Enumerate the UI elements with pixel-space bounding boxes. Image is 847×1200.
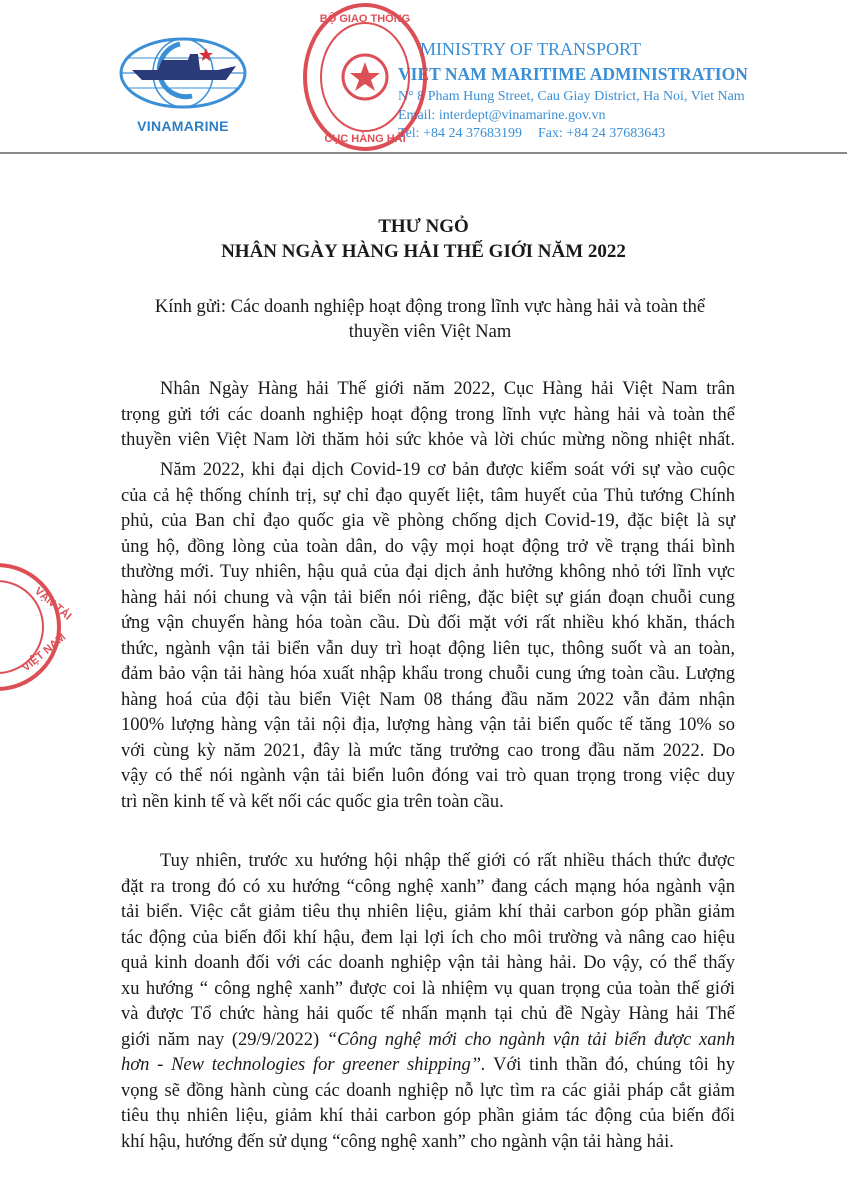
paragraph-covid-impact: [121, 458, 735, 815]
letter-subtitle: NHÂN NGÀY HÀNG HẢI THẾ GIỚI NĂM 2022: [221, 241, 626, 262]
paragraph-line: trọng gửi tới các doanh nghiệp hoạt động trong lĩnh vực hàng hải và toàn thể: [121, 404, 735, 425]
logo-text: VINAMARINE: [137, 118, 229, 134]
paragraph-line: Nhân Ngày Hàng hải Thế giới năm 2022, Cục Hàng hải Việt Nam trân: [160, 379, 735, 399]
tel: Tel: +84 24 37683199: [398, 126, 522, 141]
paragraph-line: với cùng kỳ năm 2021, đây là mức tăng trưởng cao trong đầu năm 2022. Do: [121, 740, 735, 761]
email: Email: interdept@vinamarine.gov.vn: [398, 108, 606, 123]
paragraph-line: xu hướng “ công nghệ xanh” được coi là nhiệm vụ quan trọng của toàn thế giới: [121, 978, 735, 999]
addressee-line-2: thuyền viên Việt Nam: [348, 322, 512, 342]
addressee-line-1: Kính gửi: Các doanh nghiệp hoạt động trong lĩnh vực hàng hải và toàn thể: [154, 297, 706, 317]
paragraph-line: ủng hộ, đồng lòng của toàn dân, do vậy mọi hoạt động trở về trạng thái bình: [121, 536, 735, 557]
italic-theme-text: hơn - New technologies for greener shipping”.: [121, 1055, 486, 1075]
paragraph-line: vậy có thể nói ngành vận tải biển luôn đóng vai trò quan trọng trong việc duy: [121, 766, 735, 786]
paragraph-line: quả kinh doanh đối với các doanh nghiệp vận tải hàng hải. Do vậy, có thể thấy: [121, 953, 735, 973]
paragraph-line: [121, 1053, 735, 1079]
paragraph-line: phủ, của Ban chỉ đạo quốc gia về phòng chống dịch Covid-19, đặc biệt là sự: [121, 511, 735, 531]
paragraph-line: vọng sẽ đồng hành cùng các doanh nghiệp nỗ lực tìm ra các giải pháp cắt giảm: [121, 1080, 735, 1101]
italic-theme-text: “Công nghệ mới cho ngành vận tải biển được xanh: [326, 1029, 736, 1050]
paragraph-line: đặt ra trong đó có xu hướng “công nghệ xanh” đang cách mạng hóa ngành vận: [121, 876, 735, 897]
paragraph-line: đảm bảo vận tải hàng hóa xuất nhập khẩu trong chuỗi cung ứng toàn cầu. Lượng: [121, 664, 735, 684]
official-seal: [302, 2, 428, 152]
paragraph-line: thường mới. Tuy nhiên, hậu quả của đại dịch ảnh hưởng không nhỏ tới lĩnh vực: [121, 562, 735, 582]
administration-name: VIET NAM MARITIME ADMINISTRATION: [398, 64, 748, 84]
contact-line: [398, 126, 665, 142]
address: N° 8 Pham Hung Street, Cau Giay District, Ha Noi, Viet Nam: [398, 89, 745, 104]
svg-text:VIỆT NAM: VIỆT NAM: [20, 631, 69, 675]
paragraph-line: tải biển. Việc cắt giảm tiêu thụ nhiên liệu, giảm khí thải carbon góp phần giảm: [121, 902, 735, 922]
paragraph-line: Năm 2022, khi đại dịch Covid-19 cơ bản được kiểm soát với sự vào cuộc: [160, 460, 735, 480]
paragraph-line: tác động của biến đổi khí hậu, đem lại lợi ích cho môi trường và nâng cao hiệu: [121, 927, 735, 948]
paragraph-line: hàng hoá của đội tàu biển Việt Nam 08 tháng đầu năm 2022 vẫn đảm nhận: [121, 689, 735, 710]
paragraph-line: thức, ngành vận tải biển vẫn duy trì hoạt động liên tục, thông suốt và an toàn,: [121, 638, 735, 659]
paragraph-line: [121, 1028, 735, 1054]
line-text: giới năm nay (29/9/2022): [121, 1029, 327, 1050]
paragraph-line: của cả hệ thống chính trị, sự chỉ đạo quyết liệt, tâm huyết của Thủ tướng Chính: [121, 485, 735, 506]
paragraph-line: 100% lượng hàng vận tải nội địa, lượng hàng vận tải biển quốc tế tăng 10% so: [121, 715, 735, 735]
paragraph-line: thuyền viên Việt Nam lời thăm hỏi sức khỏe và lời chúc mừng nồng nhiệt nhất.: [121, 430, 735, 450]
svg-text:BỘ GIAO THÔNG: BỘ GIAO THÔNG: [319, 13, 411, 25]
paragraph-line: ứng vận chuyển hàng hóa toàn cầu. Dù đối mặt với rất nhiều khó khăn, thách: [121, 613, 735, 633]
letter-title: THƯ NGỎ: [378, 216, 469, 237]
vinamarine-logo: [118, 36, 248, 110]
paragraph-line: và được Tổ chức hàng hải quốc tế nhấn mạnh tại chủ đề Ngày Hàng hải Thế: [121, 1004, 735, 1024]
svg-text:VẬN TẢI: VẬN TẢI: [32, 585, 74, 623]
paragraph-green-technology: [121, 849, 735, 1155]
line-text: Với tinh thần đó, chúng tôi hy: [485, 1055, 735, 1075]
ministry-name: MINISTRY OF TRANSPORT: [420, 39, 641, 59]
fax: Fax: +84 24 37683643: [537, 126, 666, 141]
header-divider: [0, 152, 847, 154]
paragraph-greeting: [121, 377, 735, 454]
side-seal: [0, 560, 74, 695]
paragraph-line: tiêu thụ nhiên liệu, giảm khí thải carbon góp phần giảm tác động của biến đổi: [121, 1106, 735, 1126]
paragraph-line: trì nền kinh tế và kết nối các quốc gia trên toàn cầu.: [121, 791, 504, 812]
paragraph-line: Tuy nhiên, trước xu hướng hội nhập thế giới có rất nhiều thách thức được: [160, 851, 735, 871]
paragraph-line: khí hậu, hướng đến sử dụng “công nghệ xanh” cho ngành vận tải hàng hải.: [121, 1131, 674, 1152]
paragraph-line: hàng hải nói chung và vận tải biển nói riêng, đặc biệt sự gián đoạn chuỗi cung: [121, 587, 735, 608]
svg-text:CỤC HÀNG HẢI: CỤC HÀNG HẢI: [324, 133, 406, 145]
